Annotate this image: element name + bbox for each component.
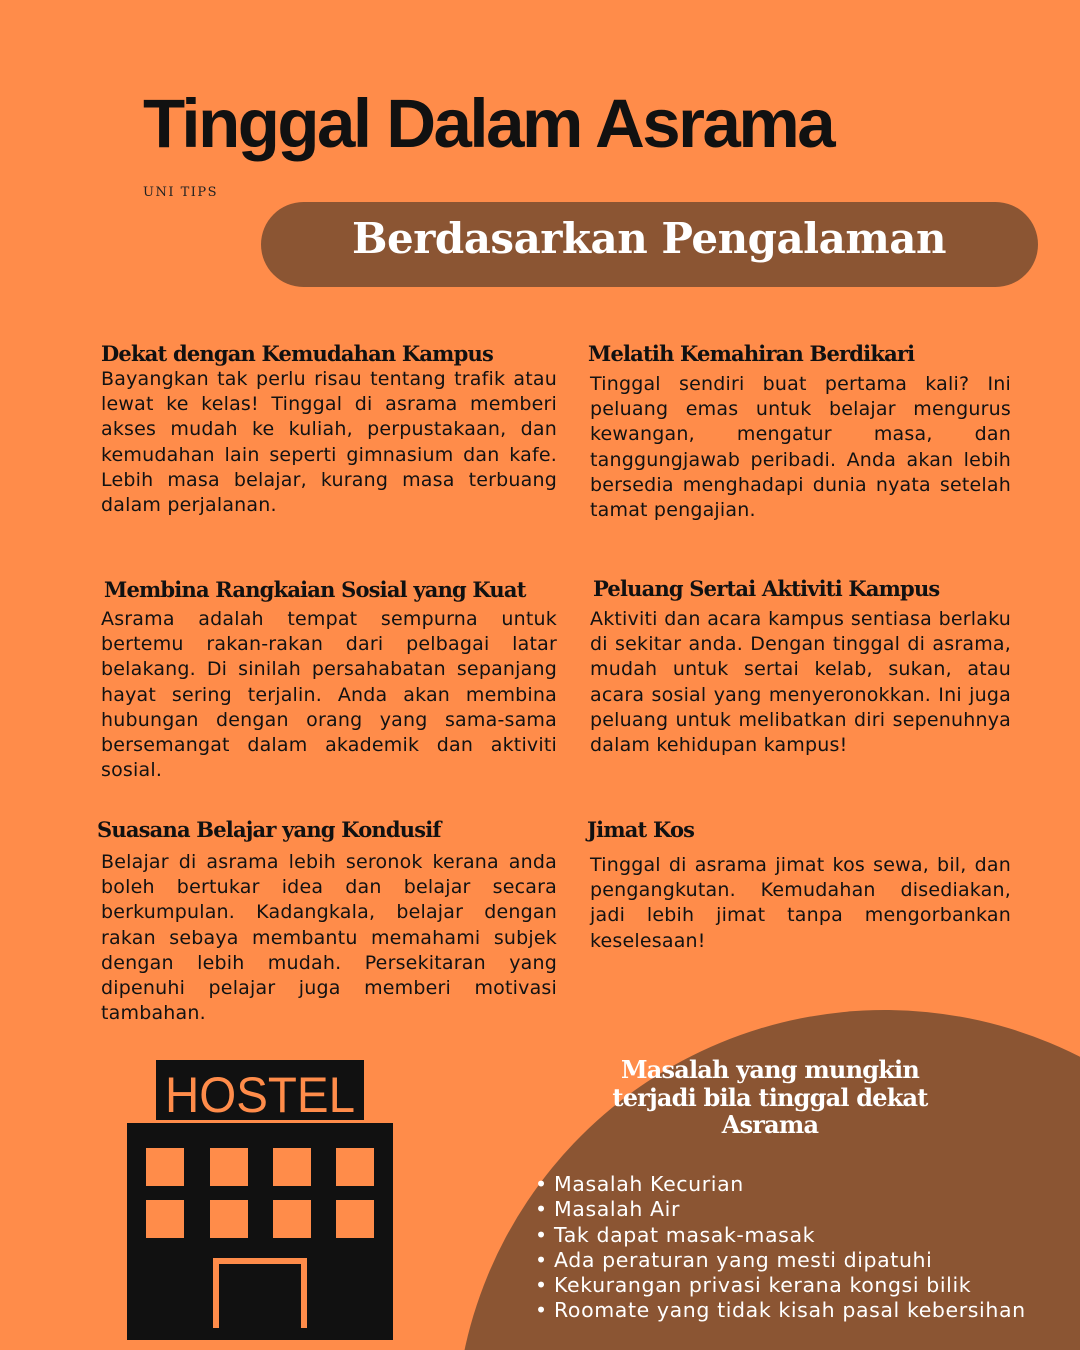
building-roof bbox=[127, 1123, 393, 1133]
list-item: • Ada peraturan yang mesti dipatuhi bbox=[535, 1248, 1026, 1273]
section-heading-belajar: Suasana Belajar yang Kondusif bbox=[97, 817, 441, 842]
section-body-jimat-kos: Tinggal di asrama jimat kos sewa, bil, dan pengangkutan. Kemudahan disediakan, jadi lebih jimat tanpa mengorbankan keselesaan! bbox=[590, 854, 1011, 952]
hostel-sign-text: HOSTEL bbox=[165, 1067, 355, 1123]
subtitle-text: Berdasarkan Pengalaman bbox=[352, 214, 947, 263]
section-body-belajar: Belajar di asrama lebih seronok kerana anda boleh bertukar idea dan belajar secara berkumpulan. Kadangkala, belajar dengan rakan sebaya membantu memahami subjek dengan lebih mudah. Persekitaran yang dipenuhi pelajar juga memberi motivasi tambahan. bbox=[101, 851, 557, 1025]
hostel-building-icon bbox=[100, 1060, 400, 1340]
list-item: • Masalah Air bbox=[535, 1197, 1026, 1222]
problems-list bbox=[535, 1172, 1026, 1324]
list-item: • Masalah Kecurian bbox=[535, 1172, 1026, 1197]
problems-title: Masalah yang mungkin terjadi bila tinggal dekat Asrama bbox=[612, 1055, 928, 1139]
section-body-sosial: Asrama adalah tempat sempurna untuk bertemu rakan-rakan dari pelbagai latar belakang. Di sinilah persahabatan sepanjang hayat sering terjalin. Anda akan membina hubungan dengan orang yang sama-sama bersemangat dalam akademik dan aktiviti sosial. bbox=[101, 608, 557, 782]
building-door bbox=[219, 1264, 301, 1328]
section-heading-berdikari: Melatih Kemahiran Berdikari bbox=[588, 341, 915, 366]
list-item: • Roomate yang tidak kisah pasal kebersihan bbox=[535, 1298, 1026, 1323]
section-heading-aktiviti: Peluang Sertai Aktiviti Kampus bbox=[593, 576, 940, 601]
page-title: Tinggal Dalam Asrama bbox=[143, 85, 834, 162]
brand-label: UNI TIPS bbox=[143, 185, 219, 200]
section-body-aktiviti: Aktiviti dan acara kampus sentiasa berlaku di sekitar anda. Dengan tinggal di asrama, mudah untuk sertai kelab, sukan, atau acara sosial yang menyeronokkan. Ini juga peluang untuk melibatkan diri sepenuhnya dalam kehidupan kampus! bbox=[590, 608, 1011, 757]
section-body-kemudahan: Bayangkan tak perlu risau tentang trafik atau lewat ke kelas! Tinggal di asrama memberi akses mudah ke kuliah, perpustakaan, dan kemudahan lain seperti gimnasium dan kafe. Lebih masa belajar, kurang masa terbuang dalam perjalanan. bbox=[101, 368, 557, 517]
section-heading-jimat-kos: Jimat Kos bbox=[587, 817, 695, 842]
list-item: • Kekurangan privasi kerana kongsi bilik bbox=[535, 1273, 1026, 1298]
section-heading-kemudahan: Dekat dengan Kemudahan Kampus bbox=[101, 341, 493, 366]
section-body-berdikari: Tinggal sendiri buat pertama kali? Ini peluang emas untuk belajar mengurus kewangan, mengatur masa, dan tanggungjawab peribadi. Anda akan lebih bersedia menghadapi dunia nyata setelah tamat pengajian. bbox=[590, 373, 1011, 522]
section-heading-sosial: Membina Rangkaian Sosial yang Kuat bbox=[104, 577, 526, 602]
list-item: • Tak dapat masak-masak bbox=[535, 1223, 1026, 1248]
